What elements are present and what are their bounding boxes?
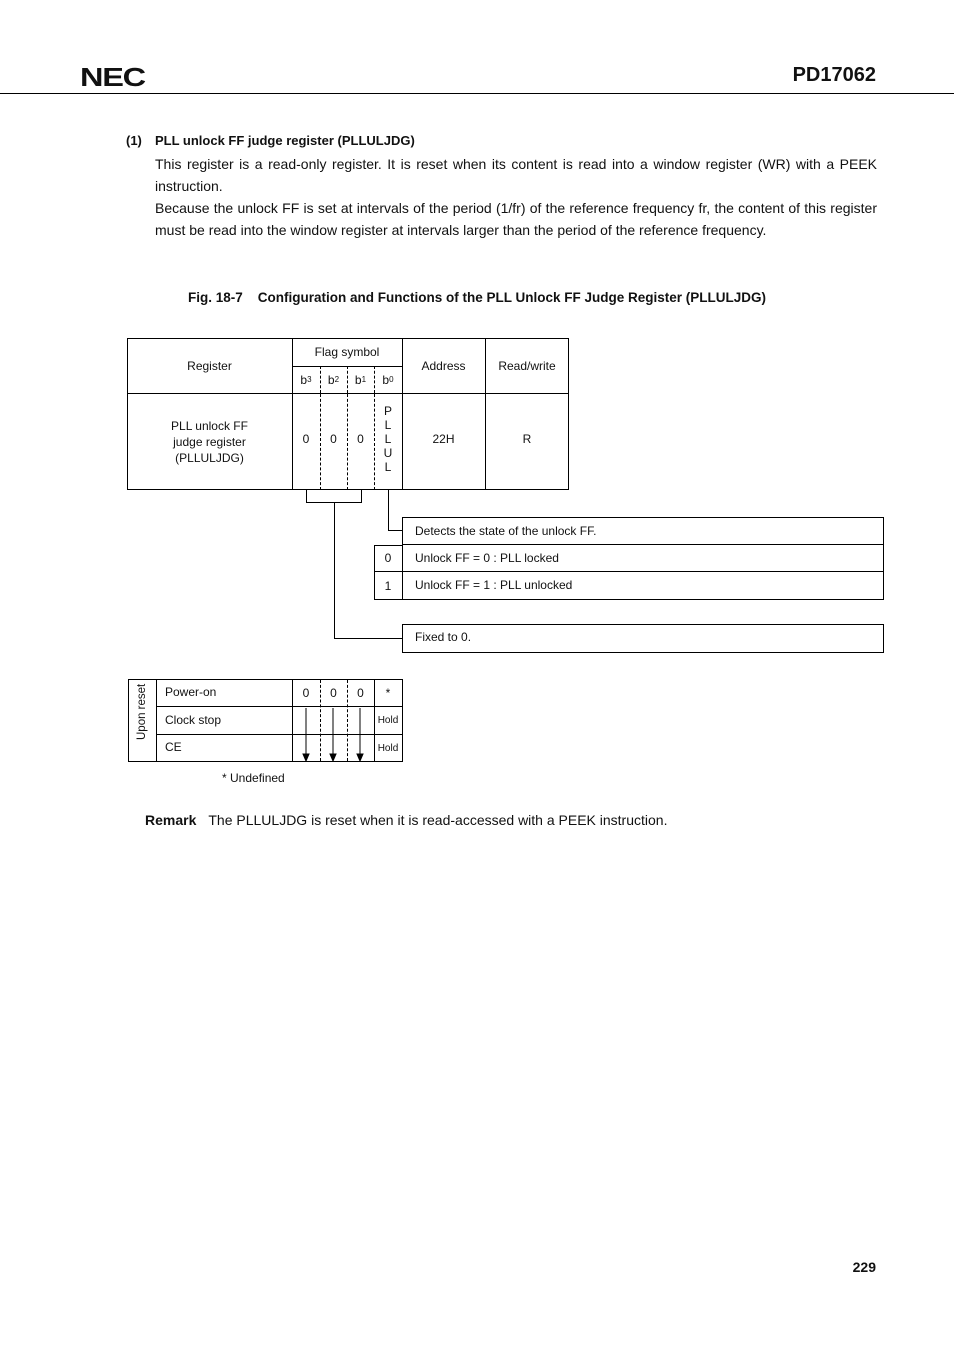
- address-value: 22H: [432, 432, 455, 446]
- bit-b3-header: b 3: [300, 372, 312, 387]
- reset-side-label: Upon reset: [136, 683, 148, 740]
- function-row-0-desc: Unlock FF = 0 : PLL locked: [415, 551, 559, 565]
- bit-b0-header: b 0: [382, 372, 394, 387]
- figure-caption: Fig. 18-7 Configuration and Functions of the PLL Unlock FF Judge Register (PLLULJDG): [187, 290, 766, 305]
- section-heading: [126, 133, 415, 148]
- bit-b1-header: b 1: [354, 372, 367, 387]
- remark-text: The PLLULJDG is reset when it is read-accessed with a PEEK instruction.: [208, 812, 668, 828]
- undefined-note: * Undefined: [222, 771, 285, 785]
- reset-poweron-b2: 0: [330, 685, 337, 700]
- reset-poweron-b0: *: [385, 685, 391, 700]
- section-number: (1): [126, 133, 142, 148]
- hold-arrows: [292, 706, 374, 762]
- flag-b0-symbol: P L L U L: [383, 404, 393, 474]
- nec-logo: NEC: [80, 62, 145, 92]
- register-name: PLL unlock FF judge register (PLLULJDG): [171, 419, 248, 465]
- bit-b2-header: b 2: [327, 372, 340, 387]
- register-header: Register: [187, 358, 232, 373]
- detect-description: Detects the state of the unlock FF.: [415, 524, 597, 538]
- paragraph-2: Because the unlock FF is set at intervals of the period (1/fr) of the reference frequency fr, the content of this register must be read into the window register at intervals larger than the period of the reference frequency.: [155, 200, 877, 238]
- fixed-description: Fixed to 0.: [415, 630, 472, 644]
- function-row-0-value: 0: [384, 551, 392, 565]
- remark: [145, 812, 667, 828]
- address-header: Address: [421, 358, 466, 373]
- header-rule: [0, 93, 954, 94]
- flag-b2-value: 0: [330, 432, 337, 446]
- rw-header: Read/write: [498, 358, 556, 373]
- flag-b1-value: 0: [357, 432, 364, 446]
- reset-row-2-label: CE: [165, 740, 182, 754]
- section-title: PLL unlock FF judge register (PLLULJDG): [155, 133, 415, 148]
- reset-poweron-b3: 0: [302, 685, 310, 700]
- paragraph-1: This register is a read-only register. It is reset when its content is read into a window register (WR) with a PEEK instruction.: [155, 156, 877, 194]
- remark-label: Remark: [145, 812, 197, 828]
- page-number: 229: [852, 1259, 876, 1275]
- reset-row-0-label: Power-on: [165, 685, 217, 699]
- function-row-1-desc: Unlock FF = 1 : PLL unlocked: [415, 578, 573, 592]
- reset-poweron-b1: 0: [357, 685, 364, 700]
- rw-value: R: [522, 432, 532, 446]
- part-number: PD17062: [792, 64, 876, 86]
- function-row-1-value: 1: [384, 578, 392, 593]
- reset-row-1-label: Clock stop: [165, 713, 222, 727]
- reset-ce-b0: Hold: [377, 742, 399, 754]
- reset-clockstop-b0: Hold: [377, 715, 399, 726]
- flag-symbol-header: Flag symbol: [314, 345, 380, 359]
- flag-b3-value: 0: [302, 432, 310, 446]
